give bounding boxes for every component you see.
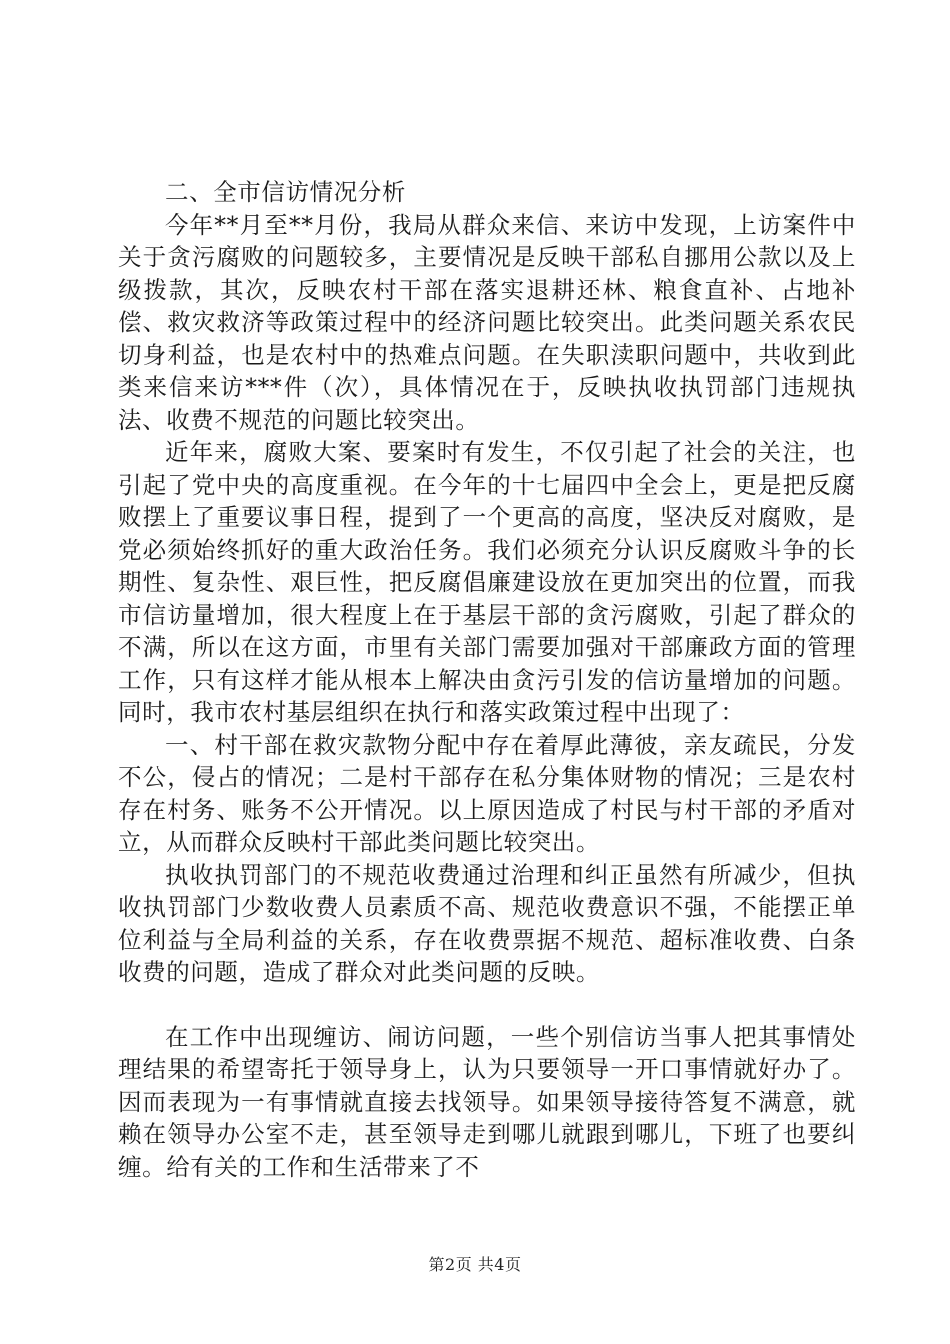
page-footer: 第2页 共4页	[428, 1255, 522, 1274]
section-heading: 二、全市信访情况分析	[165, 178, 406, 206]
paragraph-4: 执收执罚部门的不规范收费通过治理和纠正虽然有所减少，但执收执罚部门少数收费人员素质不高、规范收费意识不强，不能摆正单位利益与全局利益的关系，存在收费票据不规范、超标准收费、白条收费的问题，造成了群众对此类问题的反映。	[118, 860, 856, 986]
paragraph-5: 在工作中出现缠访、闹访问题，一些个别信访当事人把其事情处理结果的希望寄托于领导身上，认为只要领导一开口事情就好办了。因而表现为一有事情就直接去找领导。如果领导接待答复不满意，就赖在领导办公室不走，甚至领导走到哪儿就跟到哪儿，下班了也要纠缠。给有关的工作和生活带来了不	[118, 1022, 856, 1181]
paragraph-2: 近年来，腐败大案、要案时有发生，不仅引起了社会的关注，也引起了党中央的高度重视。在今年的十七届四中全会上，更是把反腐败摆上了重要议事日程，提到了一个更高的高度，坚决反对腐败，是党必须始终抓好的重大政治任务。我们必须充分认识反腐败斗争的长期性、复杂性、艰巨性，把反腐倡廉建设放在更加突出的位置，而我市信访量增加，很大程度上在于基层干部的贪污腐败，引起了群众的不满，所以在这方面，市里有关部门需要加强对干部廉政方面的管理工作，只有这样才能从根本上解决由贪污引发的信访量增加的问题。同时，我市农村基层组织在执行和落实政策过程中出现了：	[118, 438, 856, 726]
paragraph-3: 一、村干部在救灾款物分配中存在着厚此薄彼，亲友疏民，分发不公，侵占的情况；二是村干部存在私分集体财物的情况；三是农村存在村务、账务不公开情况。以上原因造成了村民与村干部的矛盾对立，从而群众反映村干部此类问题比较突出。	[118, 730, 856, 856]
document-body	[118, 176, 856, 1183]
paragraph-spacer	[118, 989, 856, 1021]
paragraph-1: 今年**月至**月份，我局从群众来信、来访中发现，上访案件中关于贪污腐败的问题较多，主要情况是反映干部私自挪用公款以及上级拨款，其次，反映农村干部在落实退耕还林、粮食直补、占地补偿、救灾救济等政策过程中的经济问题比较突出。此类问题关系农民切身利益，也是农村中的热难点问题。在失职渎职问题中，共收到此类来信来访***件（次），具体情况在于，反映执收执罚部门违规执法、收费不规范的问题比较突出。	[118, 210, 856, 434]
